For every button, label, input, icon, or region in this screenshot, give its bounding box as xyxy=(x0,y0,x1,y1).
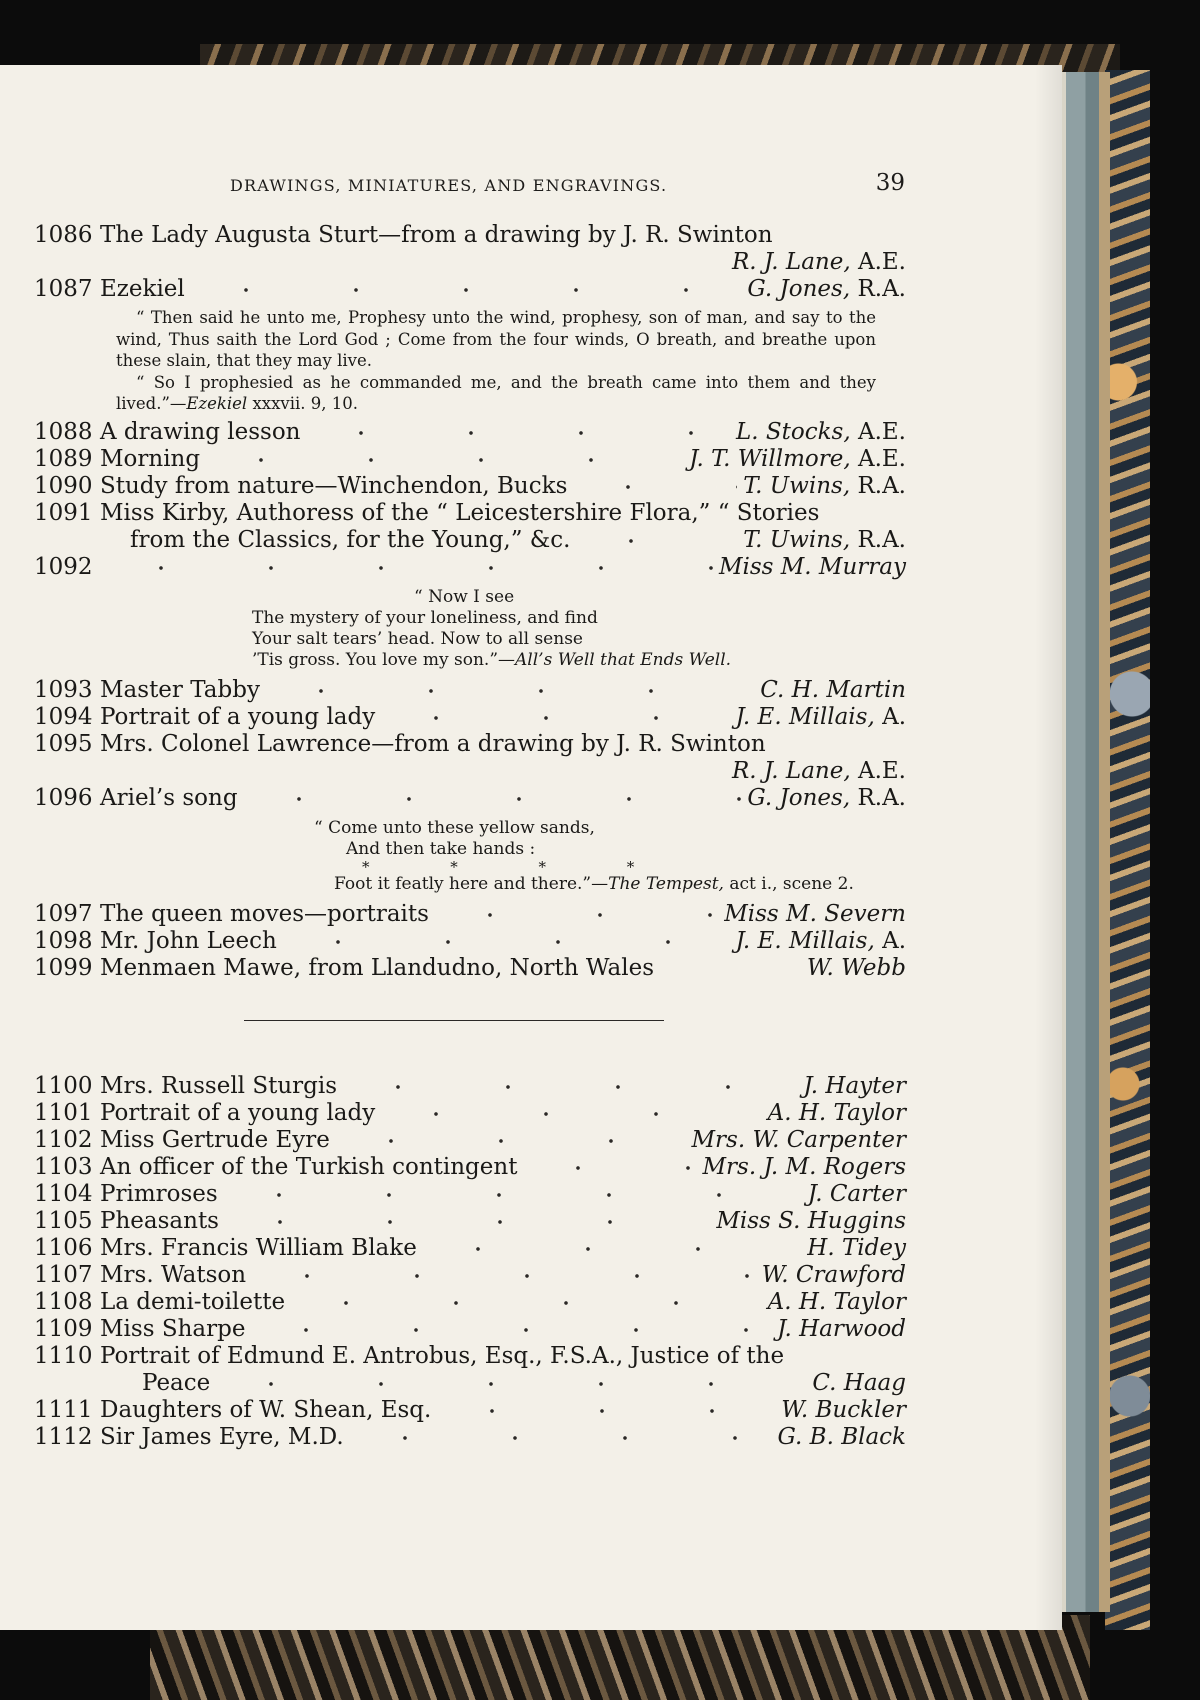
entry-title: Pheasants xyxy=(100,1207,219,1234)
running-head: DRAWINGS, MINIATURES, AND ENGRAVINGS. xyxy=(230,176,668,195)
catalogue-text xyxy=(34,222,906,1451)
dot-leader xyxy=(336,1135,686,1145)
entry-number: 1100 xyxy=(34,1072,93,1099)
catalogue-entry-1110 xyxy=(34,1343,906,1370)
entry-artist-suffix: A.E. xyxy=(857,445,906,472)
catalogue-entry-1092 xyxy=(34,554,906,581)
quotation-paragraph xyxy=(116,372,876,415)
entry-number: 1091 xyxy=(34,499,93,526)
verse-line: “ Now I see xyxy=(414,586,515,607)
dot-leader xyxy=(523,1162,696,1172)
verse-line: And then take hands : xyxy=(346,838,536,859)
entry-title: Mrs. Russell Sturgis xyxy=(100,1072,338,1099)
entry-artist-suffix: R.A. xyxy=(857,276,906,302)
dot-leader xyxy=(423,1243,801,1253)
catalogue-entry-1099 xyxy=(34,955,906,982)
entry-number: 1087 xyxy=(34,276,93,302)
catalogue-entry-1101 xyxy=(34,1100,906,1127)
entry-number: 1094 xyxy=(34,703,93,730)
entry-title: Menmaen Mawe, from Llandudno, North Wales xyxy=(100,954,655,981)
entry-artist: C. H. Martin xyxy=(760,676,906,703)
entry-title-continuation: Peace xyxy=(142,1369,211,1396)
entry-title: The queen moves—portraits xyxy=(100,900,429,927)
entry-artist-suffix: A. xyxy=(882,703,906,730)
entry-number: 1111 xyxy=(34,1396,93,1423)
catalogue-entry-1090 xyxy=(34,473,906,500)
entry-artist: T. Uwins, xyxy=(743,526,851,553)
verse-line: Your salt tears’ head. Now to all sense xyxy=(252,628,583,649)
catalogue-entry-1109 xyxy=(34,1316,906,1343)
entry-title: Ezekiel xyxy=(100,276,185,302)
entry-artist-suffix: R.A. xyxy=(857,784,906,811)
entry-artist: A. H. Taylor xyxy=(767,1288,906,1315)
catalogue-entry-1108 xyxy=(34,1289,906,1316)
entry-number: 1101 xyxy=(34,1099,93,1126)
entry-artist: W. Crawford xyxy=(761,1261,906,1288)
quotation-paragraph: “ Then said he unto me, Prophesy unto the wind, prophesy, son of man, and say to the wind, Thus saith the Lord God ; Come from the four winds, O breath, and breathe upon these slain, that they may live. xyxy=(116,308,876,370)
dot-leader xyxy=(343,1081,797,1091)
entry-artist: Mrs. J. M. Rogers xyxy=(702,1153,906,1180)
dot-leader xyxy=(435,909,718,919)
quotation-source: All’s Well that Ends Well. xyxy=(515,649,732,670)
entry-number: 1106 xyxy=(34,1234,93,1261)
entry-artist: Miss M. Murray xyxy=(718,553,906,580)
catalogue-entry-1100 xyxy=(34,1073,906,1100)
entry-title: The Lady Augusta Sturt—from a drawing by J. R. Swinton xyxy=(100,222,773,248)
entry-continuation-line xyxy=(34,527,906,554)
entry-artist: Mrs. W. Carpenter xyxy=(691,1126,906,1153)
quotation-reference: act i., scene 2. xyxy=(723,873,854,894)
entry-artist-suffix: A.E. xyxy=(857,757,906,784)
entry-artist-suffix: R.A. xyxy=(857,472,906,499)
catalogue-entry-1096 xyxy=(34,785,906,812)
entry-number: 1096 xyxy=(34,784,93,811)
dot-leader xyxy=(381,1108,761,1118)
dot-leader xyxy=(350,1432,772,1442)
entry-title: Primroses xyxy=(100,1180,218,1207)
dot-leader xyxy=(216,1378,806,1388)
entry-artist: G. Jones, xyxy=(747,784,851,811)
page-gutter-shadow xyxy=(1035,65,1062,1630)
page-number: 39 xyxy=(875,170,905,196)
entry-artist-suffix: A.E. xyxy=(857,249,906,275)
verse-text: ’Tis gross. You love my son.”— xyxy=(252,649,516,670)
verse-text: Foot it featly here and there.”— xyxy=(334,873,609,894)
entry-number: 1090 xyxy=(34,472,93,499)
entry-artist: J. E. Millais, xyxy=(735,927,875,954)
entry-artist: J. Carter xyxy=(807,1180,906,1207)
catalogue-entry-1088 xyxy=(34,419,906,446)
entry-number: 1108 xyxy=(34,1288,93,1315)
ellipsis-stars: * * * * xyxy=(362,857,673,876)
entry-artist: G. Jones, xyxy=(747,276,851,302)
entry-title: Mrs. Watson xyxy=(100,1261,247,1288)
entry-title: Morning xyxy=(100,445,201,472)
dot-leader xyxy=(206,454,683,464)
entry-number: 1097 xyxy=(34,900,93,927)
entry-artist: C. Haag xyxy=(812,1369,906,1396)
entry-artist: A. H. Taylor xyxy=(767,1099,906,1126)
entry-artist-suffix: A.E. xyxy=(857,418,906,445)
page-edge-stack xyxy=(1055,72,1110,1612)
entry-artist-line xyxy=(34,249,906,276)
dot-leader xyxy=(283,936,730,946)
entry-title: Portrait of a young lady xyxy=(100,1099,376,1126)
quotation-text: “ So I prophesied as he commanded me, and the breath came into them and they lived.”— xyxy=(116,372,876,413)
quotation-reference: xxxvii. 9, 10. xyxy=(247,394,358,413)
entry-title: Sir James Eyre, M.D. xyxy=(100,1423,344,1450)
catalogue-entry-1103 xyxy=(34,1154,906,1181)
page-header xyxy=(230,170,905,206)
dot-leader xyxy=(291,1297,762,1307)
entry-number: 1089 xyxy=(34,445,93,472)
entry-artist: T. Uwins, xyxy=(743,472,851,499)
entry-artist-suffix: R.A. xyxy=(857,526,906,553)
dot-leader xyxy=(225,1216,710,1226)
verse-line xyxy=(34,650,906,671)
catalogue-entry-1095 xyxy=(34,731,906,758)
dot-leader xyxy=(306,427,729,437)
entry-number: 1093 xyxy=(34,676,93,703)
catalogue-entry-1089 xyxy=(34,446,906,473)
dot-leader xyxy=(437,1405,775,1415)
dot-leader xyxy=(251,1324,771,1334)
entry-number: 1112 xyxy=(34,1423,93,1450)
entry-artist: L. Stocks, xyxy=(735,418,851,445)
entry-number: 1102 xyxy=(34,1126,93,1153)
catalogue-entry-1091 xyxy=(34,500,906,527)
entry-number: 1098 xyxy=(34,927,93,954)
dot-leader xyxy=(576,535,737,545)
entry-number: 1086 xyxy=(34,222,93,248)
catalogue-entry-1111 xyxy=(34,1397,906,1424)
entry-number: 1107 xyxy=(34,1261,93,1288)
entry-continuation-line xyxy=(34,1370,906,1397)
entry-title: La demi-toilette xyxy=(100,1288,286,1315)
marbled-cover-edge xyxy=(1105,70,1150,1630)
quotation-source: Ezekiel xyxy=(186,394,248,413)
entry-artist: G. B. Black xyxy=(777,1423,906,1450)
entry-title: Mr. John Leech xyxy=(100,927,277,954)
dot-leader xyxy=(381,712,729,722)
entry-artist: J. E. Millais, xyxy=(735,703,875,730)
entry-title: Study from nature—Winchendon, Bucks xyxy=(100,472,568,499)
entry-number: 1105 xyxy=(34,1207,93,1234)
catalogue-entry-1102 xyxy=(34,1127,906,1154)
entry-artist: J. Harwood xyxy=(777,1315,906,1342)
entry-number: 1088 xyxy=(34,418,93,445)
entry-number: 1109 xyxy=(34,1315,93,1342)
entry-artist: W. Buckler xyxy=(781,1396,906,1423)
entry-title: An officer of the Turkish contingent xyxy=(100,1153,518,1180)
dot-leader xyxy=(191,285,742,295)
catalogue-entry-1093 xyxy=(34,677,906,704)
catalogue-entry-1104 xyxy=(34,1181,906,1208)
entry-artist: J. T. Willmore, xyxy=(689,445,851,472)
dot-leader xyxy=(244,793,742,803)
entry-artist: W. Webb xyxy=(806,954,906,981)
entry-number: 1099 xyxy=(34,954,93,981)
section-divider xyxy=(244,1020,664,1021)
entry-number: 1095 xyxy=(34,730,93,757)
entry-artist: Miss S. Huggins xyxy=(716,1207,906,1234)
verse-line: “ Come unto these yellow sands, xyxy=(314,817,595,838)
entry-title: Mrs. Francis William Blake xyxy=(100,1234,417,1261)
dot-leader xyxy=(106,562,713,572)
entry-number: 1110 xyxy=(34,1342,93,1369)
entry-title-continuation: from the Classics, for the Young,” &c. xyxy=(130,526,571,553)
entry-title: Mrs. Colonel Lawrence—from a drawing by J. R. Swinton xyxy=(100,730,766,757)
entry-artist: J. Hayter xyxy=(803,1072,906,1099)
entry-title: Miss Sharpe xyxy=(100,1315,246,1342)
catalogue-entry-1094 xyxy=(34,704,906,731)
dot-leader xyxy=(573,481,737,491)
entry-title: Portrait of a young lady xyxy=(100,703,376,730)
catalogue-entry-1106 xyxy=(34,1235,906,1262)
entry-title: Miss Gertrude Eyre xyxy=(100,1126,330,1153)
entry-artist-suffix: A. xyxy=(882,927,906,954)
catalogue-entry-1112 xyxy=(34,1424,906,1451)
entry-number: 1104 xyxy=(34,1180,93,1207)
verse-line xyxy=(34,874,906,895)
entry-title: Master Tabby xyxy=(100,676,260,703)
quotation-tempest xyxy=(34,818,906,895)
verse-line: The mystery of your loneliness, and find xyxy=(252,607,598,628)
entry-title: Ariel’s song xyxy=(100,784,238,811)
entry-number: 1103 xyxy=(34,1153,93,1180)
quotation-alls-well xyxy=(34,587,906,671)
dot-leader xyxy=(224,1189,802,1199)
catalogue-entry-1098 xyxy=(34,928,906,955)
entry-artist: Miss M. Severn xyxy=(724,900,906,927)
dot-leader xyxy=(252,1270,756,1280)
catalogue-entry-1105 xyxy=(34,1208,906,1235)
entry-artist: H. Tidey xyxy=(807,1234,906,1261)
catalogue-entry-1087 xyxy=(34,276,906,303)
catalogue-entry-1097 xyxy=(34,901,906,928)
entry-title: Daughters of W. Shean, Esq. xyxy=(100,1396,432,1423)
quotation-source: The Tempest, xyxy=(608,873,724,894)
entry-title: Miss Kirby, Authoress of the “ Leicestershire Flora,” “ Stories xyxy=(100,499,820,526)
catalogue-entry-1086 xyxy=(34,222,906,249)
quotation-ezekiel xyxy=(34,307,876,415)
dot-leader xyxy=(266,685,754,695)
entry-number: 1092 xyxy=(34,553,93,580)
entry-artist: R. J. Lane, xyxy=(731,757,851,784)
entry-artist: R. J. Lane, xyxy=(731,249,851,275)
catalogue-entry-1107 xyxy=(34,1262,906,1289)
entry-artist-line xyxy=(34,758,906,785)
entry-title: Portrait of Edmund E. Antrobus, Esq., F.S.A., Justice of the xyxy=(100,1342,785,1369)
entry-title: A drawing lesson xyxy=(100,418,301,445)
